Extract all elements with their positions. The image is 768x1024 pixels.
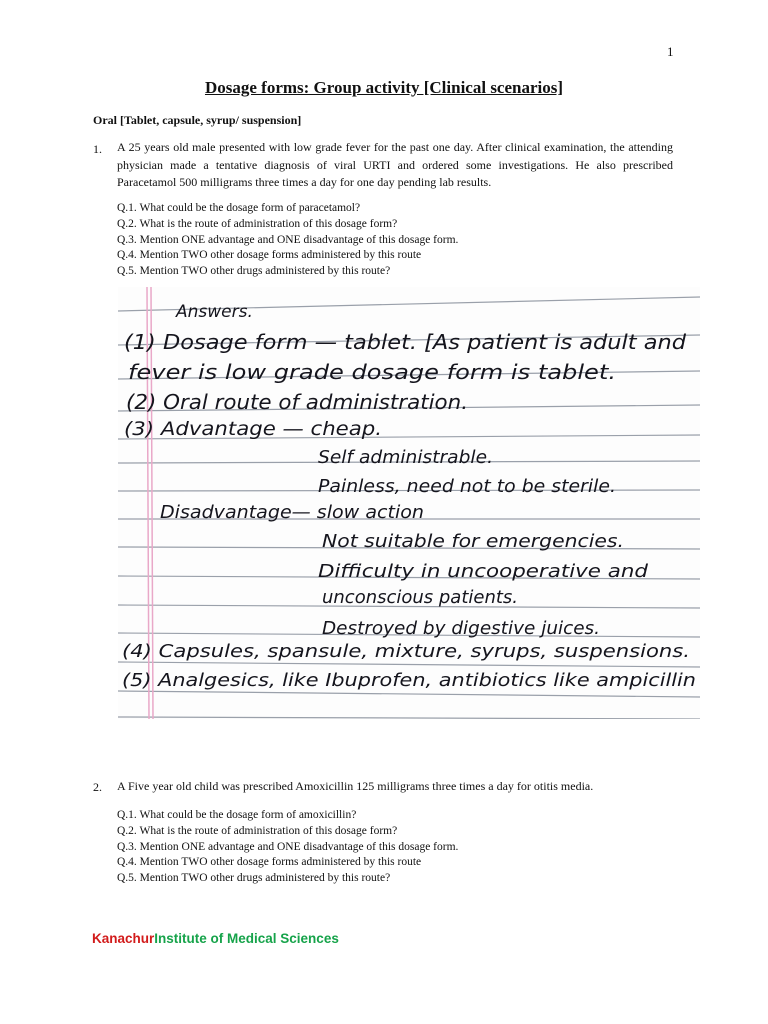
scenario-1-number: 1. — [93, 142, 102, 156]
question-item: Q.4. Mention TWO other dosage forms administered by this route — [117, 249, 422, 262]
handwritten-line: fever is low grade dosage form is tablet. — [128, 360, 616, 384]
page-number: 1 — [667, 44, 674, 59]
handwritten-line: (2) Oral route of administration. — [126, 390, 468, 414]
handwritten-answers-image — [118, 287, 700, 719]
question-item: Q.1. What could be the dosage form of paracetamol? — [117, 202, 361, 214]
scenario-2-questions — [117, 808, 458, 887]
handwritten-line: unconscious patients. — [322, 587, 518, 608]
institution-footer — [92, 931, 339, 946]
handwritten-line: Destroyed by digestive juices. — [322, 618, 600, 639]
footer-brand-red: Kanachur — [92, 931, 155, 946]
handwritten-line: Not suitable for emergencies. — [322, 531, 624, 552]
scenario-2-text: A Five year old child was prescribed Amoxicillin 125 milligrams three times a day for otitis media. — [117, 779, 594, 793]
scenario-2-number: 2. — [93, 780, 102, 794]
scenario-1-text: A 25 years old male presented with low grade fever for the past one day. After clinical examination, the attending physician made a tentative diagnosis of viral URTI and ordered some investigations. He also prescribed Paracetamol 500 milligrams three times a day for one day pending lab results. — [117, 140, 673, 189]
document-title: Dosage forms: Group activity [Clinical scenarios] — [204, 78, 564, 97]
handwritten-line: (5) Analgesics, like Ibuprofen, antibiotics like ampicillin — [122, 670, 696, 691]
question-item: Q.2. What is the route of administration of this dosage form? — [117, 217, 398, 230]
answers-heading: Answers. — [176, 302, 253, 322]
footer-brand-green: Institute of Medical Sciences — [154, 931, 339, 946]
handwritten-line: Painless, need not to be sterile. — [318, 476, 616, 497]
handwritten-line: Disadvantage— slow action — [160, 502, 424, 523]
handwritten-line: (1) Dosage form — tablet. [As patient is adult and — [124, 330, 687, 354]
question-item: Q.3. Mention ONE advantage and ONE disadvantage of this dosage form. — [117, 233, 459, 246]
question-item: Q.5. Mention TWO other drugs administered by this route? — [117, 872, 391, 885]
handwritten-line: (4) Capsules, spansule, mixture, syrups, suspensions. — [122, 641, 690, 662]
handwritten-line: (3) Advantage — cheap. — [124, 418, 382, 440]
handwritten-line: Self administrable. — [318, 447, 493, 468]
scenario-1-questions — [117, 201, 458, 280]
section-heading: Oral [Tablet, capsule, syrup/ suspension] — [93, 113, 302, 127]
question-item: Q.5. Mention TWO other drugs administered by this route? — [117, 265, 391, 278]
question-item: Q.2. What is the route of administration of this dosage form? — [117, 824, 398, 837]
question-item: Q.4. Mention TWO other dosage forms administered by this route — [117, 856, 422, 869]
handwritten-line: Difficulty in uncooperative and — [318, 561, 649, 582]
question-item: Q.3. Mention ONE advantage and ONE disadvantage of this dosage form. — [117, 840, 459, 853]
question-item: Q.1. What could be the dosage form of amoxicillin? — [117, 809, 357, 821]
